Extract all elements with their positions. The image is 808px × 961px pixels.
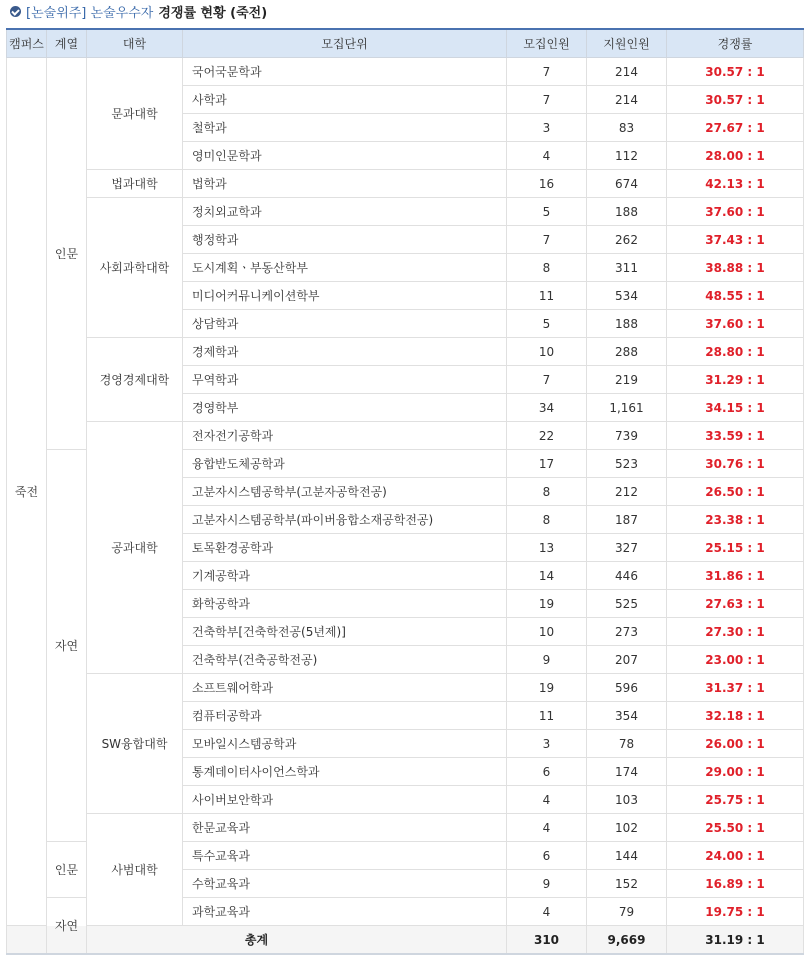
quota-cell: 3: [507, 730, 587, 758]
unit-cell: 토목환경공학과: [183, 534, 507, 562]
applicants-cell: 327: [587, 534, 667, 562]
table-row: [7, 338, 804, 366]
quota-cell: 8: [507, 506, 587, 534]
ratio-cell: 33.59 : 1: [667, 422, 804, 450]
unit-cell: 미디어커뮤니케이션학부: [183, 282, 507, 310]
quota-cell: 13: [507, 534, 587, 562]
ratio-cell: 26.50 : 1: [667, 478, 804, 506]
unit-cell: 특수교육과: [183, 842, 507, 870]
header-quota: 모집인원: [507, 29, 587, 58]
quota-cell: 16: [507, 170, 587, 198]
unit-cell: 철학과: [183, 114, 507, 142]
header-ratio: 경쟁률: [667, 29, 804, 58]
quota-cell: 3: [507, 114, 587, 142]
applicants-cell: 144: [587, 842, 667, 870]
applicants-cell: 534: [587, 282, 667, 310]
college-cell: 경영경제대학: [87, 338, 183, 422]
unit-cell: 사학과: [183, 86, 507, 114]
table-row: [7, 674, 804, 702]
ratio-cell: 27.67 : 1: [667, 114, 804, 142]
ratio-cell: 25.15 : 1: [667, 534, 804, 562]
unit-cell: 모바일시스템공학과: [183, 730, 507, 758]
college-cell: 사범대학: [87, 814, 183, 926]
applicants-cell: 103: [587, 786, 667, 814]
quota-cell: 7: [507, 226, 587, 254]
quota-cell: 11: [507, 702, 587, 730]
ratio-cell: 31.37 : 1: [667, 674, 804, 702]
applicants-cell: 1,161: [587, 394, 667, 422]
quota-cell: 17: [507, 450, 587, 478]
ratio-cell: 27.63 : 1: [667, 590, 804, 618]
ratio-cell: 24.00 : 1: [667, 842, 804, 870]
applicants-cell: 273: [587, 618, 667, 646]
applicants-cell: 102: [587, 814, 667, 842]
unit-cell: 무역학과: [183, 366, 507, 394]
ratio-cell: 48.55 : 1: [667, 282, 804, 310]
ratio-cell: 25.50 : 1: [667, 814, 804, 842]
series-cell: 자연: [47, 450, 87, 842]
applicants-cell: 188: [587, 310, 667, 338]
table-row: [7, 422, 804, 450]
header-unit: 모집단위: [183, 29, 507, 58]
section-title: [10, 1, 267, 21]
unit-cell: 국어국문학과: [183, 58, 507, 86]
unit-cell: 수학교육과: [183, 870, 507, 898]
applicants-cell: 152: [587, 870, 667, 898]
header-campus: 캠퍼스: [7, 29, 47, 58]
series-cell: 인문: [47, 58, 87, 450]
ratio-cell: 23.00 : 1: [667, 646, 804, 674]
college-cell: SW융합대학: [87, 674, 183, 814]
ratio-cell: 23.38 : 1: [667, 506, 804, 534]
quota-cell: 14: [507, 562, 587, 590]
series-cell: 인문: [47, 842, 87, 898]
table-row: [7, 814, 804, 842]
ratio-cell: 16.89 : 1: [667, 870, 804, 898]
unit-cell: 전자전기공학과: [183, 422, 507, 450]
college-cell: 문과대학: [87, 58, 183, 170]
title-tag: [논술위주]: [26, 5, 87, 21]
header-series: 계열: [47, 29, 87, 58]
unit-cell: 과학교육과: [183, 898, 507, 926]
ratio-cell: 37.43 : 1: [667, 226, 804, 254]
unit-cell: 경제학과: [183, 338, 507, 366]
unit-cell: 정치외교학과: [183, 198, 507, 226]
unit-cell: 융합반도체공학과: [183, 450, 507, 478]
quota-cell: 5: [507, 198, 587, 226]
unit-cell: 화학공학과: [183, 590, 507, 618]
ratio-cell: 34.15 : 1: [667, 394, 804, 422]
unit-cell: 소프트웨어학과: [183, 674, 507, 702]
unit-cell: 영미인문학과: [183, 142, 507, 170]
series-cell: 자연: [47, 898, 87, 955]
applicants-cell: 262: [587, 226, 667, 254]
ratio-cell: 38.88 : 1: [667, 254, 804, 282]
quota-cell: 9: [507, 870, 587, 898]
quota-cell: 4: [507, 142, 587, 170]
total-quota: 310: [507, 926, 587, 955]
ratio-cell: 37.60 : 1: [667, 310, 804, 338]
applicants-cell: 83: [587, 114, 667, 142]
applicants-cell: 212: [587, 478, 667, 506]
quota-cell: 11: [507, 282, 587, 310]
unit-cell: 상담학과: [183, 310, 507, 338]
competition-rate-table: [6, 28, 804, 955]
header-college: 대학: [87, 29, 183, 58]
applicants-cell: 523: [587, 450, 667, 478]
applicants-cell: 187: [587, 506, 667, 534]
applicants-cell: 674: [587, 170, 667, 198]
applicants-cell: 188: [587, 198, 667, 226]
campus-cell: 죽전: [7, 58, 47, 926]
quota-cell: 4: [507, 786, 587, 814]
college-cell: 사회과학대학: [87, 198, 183, 338]
total-label: 총계: [7, 926, 507, 955]
ratio-cell: 27.30 : 1: [667, 618, 804, 646]
applicants-cell: 739: [587, 422, 667, 450]
header-applicants: 지원인원: [587, 29, 667, 58]
applicants-cell: 214: [587, 58, 667, 86]
ratio-cell: 30.57 : 1: [667, 58, 804, 86]
applicants-cell: 596: [587, 674, 667, 702]
quota-cell: 5: [507, 310, 587, 338]
ratio-cell: 30.76 : 1: [667, 450, 804, 478]
ratio-cell: 37.60 : 1: [667, 198, 804, 226]
quota-cell: 4: [507, 898, 587, 926]
quota-cell: 19: [507, 590, 587, 618]
unit-cell: 컴퓨터공학과: [183, 702, 507, 730]
table-row: [7, 170, 804, 198]
ratio-cell: 29.00 : 1: [667, 758, 804, 786]
quota-cell: 6: [507, 842, 587, 870]
applicants-cell: 525: [587, 590, 667, 618]
quota-cell: 10: [507, 338, 587, 366]
ratio-cell: 28.80 : 1: [667, 338, 804, 366]
ratio-cell: 32.18 : 1: [667, 702, 804, 730]
unit-cell: 기계공학과: [183, 562, 507, 590]
table-row: [7, 58, 804, 86]
ratio-cell: 28.00 : 1: [667, 142, 804, 170]
applicants-cell: 214: [587, 86, 667, 114]
quota-cell: 9: [507, 646, 587, 674]
quota-cell: 8: [507, 254, 587, 282]
applicants-cell: 446: [587, 562, 667, 590]
applicants-cell: 78: [587, 730, 667, 758]
quota-cell: 7: [507, 58, 587, 86]
unit-cell: 도시계획ㆍ부동산학부: [183, 254, 507, 282]
unit-cell: 건축학부[건축학전공(5년제)]: [183, 618, 507, 646]
applicants-cell: 79: [587, 898, 667, 926]
ratio-cell: 26.00 : 1: [667, 730, 804, 758]
unit-cell: 경영학부: [183, 394, 507, 422]
title-type: 논술우수자: [90, 5, 154, 21]
total-applicants: 9,669: [587, 926, 667, 955]
ratio-cell: 25.75 : 1: [667, 786, 804, 814]
applicants-cell: 354: [587, 702, 667, 730]
applicants-cell: 174: [587, 758, 667, 786]
check-circle-icon: [10, 6, 21, 17]
ratio-cell: 19.75 : 1: [667, 898, 804, 926]
college-cell: 공과대학: [87, 422, 183, 674]
ratio-cell: 30.57 : 1: [667, 86, 804, 114]
college-cell: 법과대학: [87, 170, 183, 198]
unit-cell: 고분자시스템공학부(고분자공학전공): [183, 478, 507, 506]
applicants-cell: 219: [587, 366, 667, 394]
total-row: [7, 926, 804, 955]
ratio-cell: 31.86 : 1: [667, 562, 804, 590]
quota-cell: 7: [507, 366, 587, 394]
unit-cell: 건축학부(건축공학전공): [183, 646, 507, 674]
table-row: [7, 198, 804, 226]
ratio-cell: 31.29 : 1: [667, 366, 804, 394]
quota-cell: 7: [507, 86, 587, 114]
ratio-cell: 42.13 : 1: [667, 170, 804, 198]
quota-cell: 10: [507, 618, 587, 646]
quota-cell: 19: [507, 674, 587, 702]
unit-cell: 법학과: [183, 170, 507, 198]
unit-cell: 사이버보안학과: [183, 786, 507, 814]
title-label: 경쟁률 현황 (죽전): [158, 5, 268, 21]
quota-cell: 22: [507, 422, 587, 450]
header-row: [7, 29, 804, 58]
unit-cell: 행정학과: [183, 226, 507, 254]
applicants-cell: 112: [587, 142, 667, 170]
quota-cell: 8: [507, 478, 587, 506]
unit-cell: 한문교육과: [183, 814, 507, 842]
applicants-cell: 288: [587, 338, 667, 366]
unit-cell: 통계데이터사이언스학과: [183, 758, 507, 786]
applicants-cell: 207: [587, 646, 667, 674]
quota-cell: 34: [507, 394, 587, 422]
total-ratio: 31.19 : 1: [667, 926, 804, 955]
unit-cell: 고분자시스템공학부(파이버융합소재공학전공): [183, 506, 507, 534]
quota-cell: 4: [507, 814, 587, 842]
quota-cell: 6: [507, 758, 587, 786]
applicants-cell: 311: [587, 254, 667, 282]
